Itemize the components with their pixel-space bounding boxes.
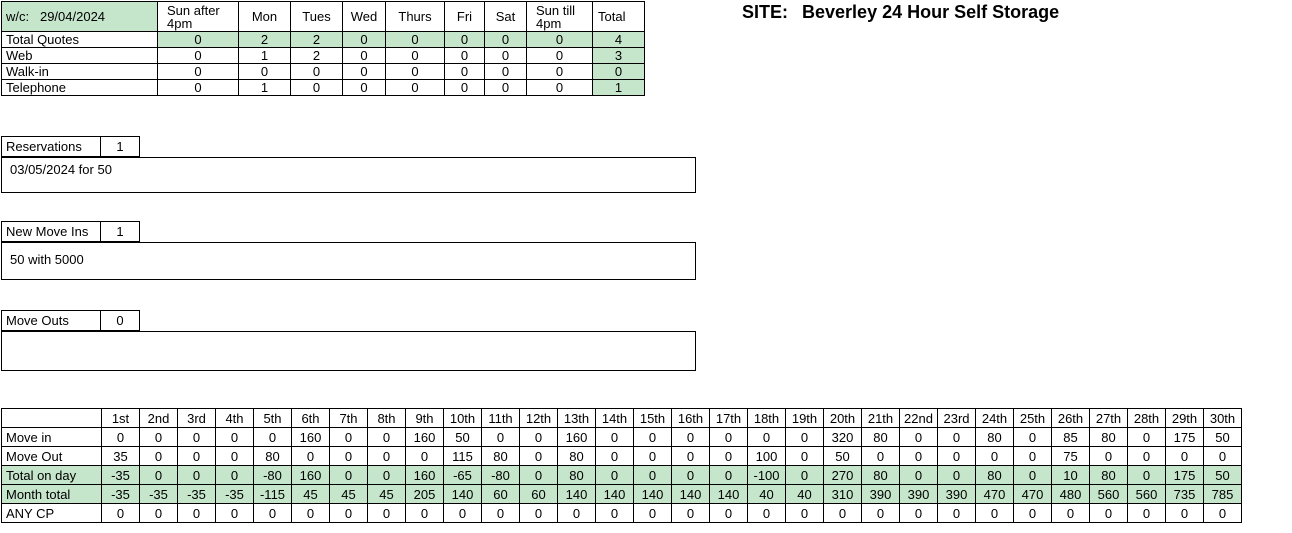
day-header: 9th <box>406 409 444 428</box>
day-cell: 0 <box>976 504 1014 523</box>
day-cell: 0 <box>900 504 938 523</box>
row-label: Web <box>2 48 158 64</box>
quote-cell: 0 <box>158 80 239 96</box>
day-cell: 0 <box>786 447 824 466</box>
day-cell: 75 <box>1052 447 1090 466</box>
day-cell: 390 <box>900 485 938 504</box>
day-cell: 0 <box>368 447 406 466</box>
row-label: Total on day <box>2 466 102 485</box>
day-cell: 0 <box>634 504 672 523</box>
row-label: Total Quotes <box>2 32 158 48</box>
day-cell: 0 <box>1014 504 1052 523</box>
day-cell: 0 <box>140 504 178 523</box>
day-cell: -35 <box>216 485 254 504</box>
reservations-notes: 03/05/2024 for 50 <box>10 162 112 177</box>
quote-cell: 0 <box>485 32 527 48</box>
quote-cell: 0 <box>527 48 593 64</box>
day-cell: 0 <box>786 504 824 523</box>
day-header: 11th <box>482 409 520 428</box>
day-cell: 0 <box>406 504 444 523</box>
day-cell: 735 <box>1166 485 1204 504</box>
quote-cell: 0 <box>158 64 239 80</box>
day-cell: 0 <box>178 428 216 447</box>
col-header: Fri <box>445 2 485 32</box>
day-cell: 0 <box>520 428 558 447</box>
quote-cell: 0 <box>445 48 485 64</box>
reservations-header <box>1 136 140 157</box>
move-outs-notes-box <box>1 331 696 371</box>
day-cell: 0 <box>368 428 406 447</box>
week-label: w/c: <box>6 9 30 24</box>
col-header: Wed <box>343 2 386 32</box>
day-cell: -35 <box>178 485 216 504</box>
day-cell: 0 <box>596 428 634 447</box>
day-cell: 0 <box>1014 466 1052 485</box>
day-cell: 80 <box>254 447 292 466</box>
day-cell: 205 <box>406 485 444 504</box>
day-cell: 0 <box>672 447 710 466</box>
row-label: ANY CP <box>2 504 102 523</box>
day-cell: 160 <box>292 428 330 447</box>
daily-header-row <box>2 409 1242 428</box>
day-cell: 0 <box>634 466 672 485</box>
day-header: 22nd <box>900 409 938 428</box>
quote-cell: 1 <box>239 48 291 64</box>
day-header: 3rd <box>178 409 216 428</box>
quote-cell: 0 <box>527 64 593 80</box>
quote-cell: 0 <box>239 64 291 80</box>
day-cell: 0 <box>520 466 558 485</box>
quote-cell: 0 <box>485 48 527 64</box>
day-cell: 0 <box>900 466 938 485</box>
day-cell: 0 <box>1090 504 1128 523</box>
day-cell: 140 <box>634 485 672 504</box>
day-cell: 0 <box>862 504 900 523</box>
day-cell: 0 <box>102 428 140 447</box>
day-cell: 0 <box>1014 428 1052 447</box>
day-header: 18th <box>748 409 786 428</box>
day-header: 6th <box>292 409 330 428</box>
day-cell: 140 <box>558 485 596 504</box>
quotes-row <box>2 64 645 80</box>
day-cell: 0 <box>558 504 596 523</box>
day-header: 17th <box>710 409 748 428</box>
day-cell: 0 <box>710 447 748 466</box>
row-label: Month total <box>2 485 102 504</box>
day-cell: 785 <box>1204 485 1242 504</box>
day-cell: 0 <box>786 466 824 485</box>
day-cell: 160 <box>406 466 444 485</box>
day-cell: 140 <box>672 485 710 504</box>
day-cell: 0 <box>520 447 558 466</box>
week-date: 29/04/2024 <box>39 9 106 24</box>
reservations-count: 1 <box>101 137 140 157</box>
day-cell: 0 <box>482 504 520 523</box>
quote-cell: 0 <box>445 80 485 96</box>
day-cell: 140 <box>444 485 482 504</box>
day-cell: 0 <box>368 504 406 523</box>
day-cell: 0 <box>1204 504 1242 523</box>
day-header: 19th <box>786 409 824 428</box>
quotes-table <box>1 1 645 96</box>
quote-cell: 0 <box>527 80 593 96</box>
day-header: 13th <box>558 409 596 428</box>
day-cell: 80 <box>558 447 596 466</box>
day-cell: 0 <box>406 447 444 466</box>
day-cell: 0 <box>634 447 672 466</box>
day-cell: 80 <box>976 428 1014 447</box>
day-header: 28th <box>1128 409 1166 428</box>
day-cell: 160 <box>558 428 596 447</box>
quote-cell: 2 <box>239 32 291 48</box>
row-label: Walk-in <box>2 64 158 80</box>
quote-cell: 0 <box>343 48 386 64</box>
week-cell <box>2 2 158 32</box>
quote-cell: 0 <box>485 80 527 96</box>
day-cell: 40 <box>786 485 824 504</box>
day-cell: 0 <box>292 504 330 523</box>
day-cell: 60 <box>520 485 558 504</box>
day-cell: 0 <box>140 466 178 485</box>
quote-cell: 0 <box>158 32 239 48</box>
day-cell: 0 <box>178 466 216 485</box>
day-cell: 0 <box>178 447 216 466</box>
day-cell: 80 <box>976 466 1014 485</box>
day-header: 14th <box>596 409 634 428</box>
day-cell: 0 <box>254 504 292 523</box>
move-ins-count: 1 <box>101 222 140 242</box>
day-cell: 0 <box>1166 447 1204 466</box>
day-cell: 0 <box>520 504 558 523</box>
day-cell: 0 <box>216 428 254 447</box>
day-cell: 0 <box>216 447 254 466</box>
day-cell: 390 <box>938 485 976 504</box>
daily-row <box>2 504 1242 523</box>
row-label: Telephone <box>2 80 158 96</box>
day-cell: 175 <box>1166 466 1204 485</box>
day-header: 29th <box>1166 409 1204 428</box>
reservations-notes-box <box>1 157 696 193</box>
day-cell: 0 <box>178 504 216 523</box>
day-cell: 0 <box>596 447 634 466</box>
day-cell: 0 <box>1204 447 1242 466</box>
quote-cell: 1 <box>593 80 645 96</box>
quote-cell: 0 <box>386 64 445 80</box>
day-cell: 80 <box>1090 428 1128 447</box>
day-header: 7th <box>330 409 368 428</box>
day-cell: 270 <box>824 466 862 485</box>
day-cell: 0 <box>216 466 254 485</box>
row-label: Move Out <box>2 447 102 466</box>
quote-cell: 0 <box>343 32 386 48</box>
quote-cell: 2 <box>291 48 343 64</box>
day-cell: 0 <box>938 504 976 523</box>
day-cell: 0 <box>596 466 634 485</box>
day-cell: 0 <box>1128 466 1166 485</box>
day-cell: 0 <box>1090 447 1128 466</box>
day-cell: 0 <box>1128 504 1166 523</box>
col-header: Sun till 4pm <box>527 2 593 32</box>
quote-cell: 0 <box>158 48 239 64</box>
day-cell: -100 <box>748 466 786 485</box>
day-cell: 480 <box>1052 485 1090 504</box>
day-cell: 0 <box>1128 428 1166 447</box>
day-header: 16th <box>672 409 710 428</box>
corner-cell <box>2 409 102 428</box>
day-cell: 35 <box>102 447 140 466</box>
day-cell: 0 <box>330 428 368 447</box>
quote-cell: 0 <box>386 80 445 96</box>
day-cell: 0 <box>938 428 976 447</box>
day-cell: 45 <box>292 485 330 504</box>
quote-cell: 0 <box>593 64 645 80</box>
day-cell: 0 <box>748 428 786 447</box>
quote-cell: 4 <box>593 32 645 48</box>
move-outs-label: Move Outs <box>2 311 101 331</box>
day-cell: 100 <box>748 447 786 466</box>
day-cell: -35 <box>140 485 178 504</box>
day-cell: 0 <box>216 504 254 523</box>
col-header: Thurs <box>386 2 445 32</box>
move-outs-count: 0 <box>101 311 140 331</box>
quote-cell: 2 <box>291 32 343 48</box>
daily-row <box>2 428 1242 447</box>
day-cell: 0 <box>900 428 938 447</box>
day-cell: 50 <box>1204 466 1242 485</box>
day-cell: 0 <box>1128 447 1166 466</box>
day-cell: 310 <box>824 485 862 504</box>
quote-cell: 0 <box>527 32 593 48</box>
day-cell: 0 <box>900 447 938 466</box>
day-cell: 0 <box>862 447 900 466</box>
day-cell: 0 <box>482 428 520 447</box>
day-cell: 50 <box>1204 428 1242 447</box>
day-cell: 0 <box>368 466 406 485</box>
day-cell: 320 <box>824 428 862 447</box>
col-header: Sun after 4pm <box>158 2 239 32</box>
day-cell: 45 <box>368 485 406 504</box>
quotes-header-row <box>2 2 645 32</box>
day-cell: 0 <box>710 428 748 447</box>
daily-row <box>2 466 1242 485</box>
day-cell: 0 <box>1014 447 1052 466</box>
reservations-label: Reservations <box>2 137 101 157</box>
day-cell: 0 <box>672 428 710 447</box>
day-cell: 560 <box>1090 485 1128 504</box>
day-header: 24th <box>976 409 1014 428</box>
day-cell: 0 <box>634 428 672 447</box>
day-cell: 560 <box>1128 485 1166 504</box>
day-cell: 0 <box>140 447 178 466</box>
quote-cell: 0 <box>445 32 485 48</box>
daily-table <box>1 408 1242 523</box>
day-cell: -35 <box>102 485 140 504</box>
day-cell: 390 <box>862 485 900 504</box>
day-header: 21th <box>862 409 900 428</box>
day-cell: 160 <box>406 428 444 447</box>
day-cell: 0 <box>292 447 330 466</box>
day-header: 5th <box>254 409 292 428</box>
move-ins-header <box>1 221 140 242</box>
day-cell: 0 <box>710 504 748 523</box>
day-cell: 0 <box>140 428 178 447</box>
row-label: Move in <box>2 428 102 447</box>
day-cell: 140 <box>710 485 748 504</box>
day-header: 23rd <box>938 409 976 428</box>
quote-cell: 0 <box>343 64 386 80</box>
day-cell: 80 <box>482 447 520 466</box>
day-cell: 80 <box>862 466 900 485</box>
day-cell: -115 <box>254 485 292 504</box>
move-outs-header <box>1 310 140 331</box>
day-header: 8th <box>368 409 406 428</box>
move-ins-label: New Move Ins <box>2 222 101 242</box>
day-cell: 0 <box>330 504 368 523</box>
day-cell: 50 <box>444 428 482 447</box>
day-cell: 0 <box>710 466 748 485</box>
quote-cell: 0 <box>343 80 386 96</box>
site-name: Beverley 24 Hour Self Storage <box>802 2 1060 22</box>
move-ins-notes-box <box>1 242 696 280</box>
day-cell: 160 <box>292 466 330 485</box>
day-header: 30th <box>1204 409 1242 428</box>
day-cell: 0 <box>444 504 482 523</box>
site-title <box>742 2 1059 23</box>
day-cell: 0 <box>672 504 710 523</box>
day-header: 25th <box>1014 409 1052 428</box>
site-label: SITE: <box>742 2 789 22</box>
day-cell: 80 <box>862 428 900 447</box>
day-header: 12th <box>520 409 558 428</box>
quote-cell: 0 <box>291 64 343 80</box>
daily-row <box>2 447 1242 466</box>
day-cell: 470 <box>1014 485 1052 504</box>
day-cell: 0 <box>976 447 1014 466</box>
day-cell: 0 <box>330 447 368 466</box>
day-cell: 0 <box>672 466 710 485</box>
col-header: Sat <box>485 2 527 32</box>
day-cell: 60 <box>482 485 520 504</box>
day-cell: 0 <box>596 504 634 523</box>
col-header: Mon <box>239 2 291 32</box>
day-cell: 40 <box>748 485 786 504</box>
quotes-row <box>2 32 645 48</box>
move-ins-notes: 50 with 5000 <box>10 252 84 267</box>
day-header: 10th <box>444 409 482 428</box>
quote-cell: 0 <box>386 48 445 64</box>
day-cell: 0 <box>786 428 824 447</box>
day-cell: 0 <box>938 466 976 485</box>
quotes-row <box>2 80 645 96</box>
day-header: 4th <box>216 409 254 428</box>
day-cell: 115 <box>444 447 482 466</box>
day-cell: 140 <box>596 485 634 504</box>
day-header: 26th <box>1052 409 1090 428</box>
day-cell: 0 <box>330 466 368 485</box>
day-cell: 80 <box>1090 466 1128 485</box>
day-cell: 80 <box>558 466 596 485</box>
day-cell: -35 <box>102 466 140 485</box>
day-cell: 85 <box>1052 428 1090 447</box>
day-cell: -65 <box>444 466 482 485</box>
day-cell: 0 <box>824 504 862 523</box>
quote-cell: 0 <box>291 80 343 96</box>
quote-cell: 1 <box>239 80 291 96</box>
day-header: 20th <box>824 409 862 428</box>
quote-cell: 0 <box>386 32 445 48</box>
col-header: Total <box>593 2 645 32</box>
day-cell: 0 <box>254 428 292 447</box>
day-header: 1st <box>102 409 140 428</box>
day-header: 2nd <box>140 409 178 428</box>
quote-cell: 3 <box>593 48 645 64</box>
day-cell: 10 <box>1052 466 1090 485</box>
quote-cell: 0 <box>445 64 485 80</box>
daily-row <box>2 485 1242 504</box>
day-cell: 50 <box>824 447 862 466</box>
day-cell: 0 <box>102 504 140 523</box>
quote-cell: 0 <box>485 64 527 80</box>
day-cell: 470 <box>976 485 1014 504</box>
day-cell: 0 <box>748 504 786 523</box>
day-cell: -80 <box>482 466 520 485</box>
day-cell: 45 <box>330 485 368 504</box>
day-header: 15th <box>634 409 672 428</box>
day-cell: 0 <box>938 447 976 466</box>
day-cell: 0 <box>1052 504 1090 523</box>
quotes-row <box>2 48 645 64</box>
day-header: 27th <box>1090 409 1128 428</box>
day-cell: -80 <box>254 466 292 485</box>
col-header: Tues <box>291 2 343 32</box>
day-cell: 175 <box>1166 428 1204 447</box>
day-cell: 0 <box>1166 504 1204 523</box>
